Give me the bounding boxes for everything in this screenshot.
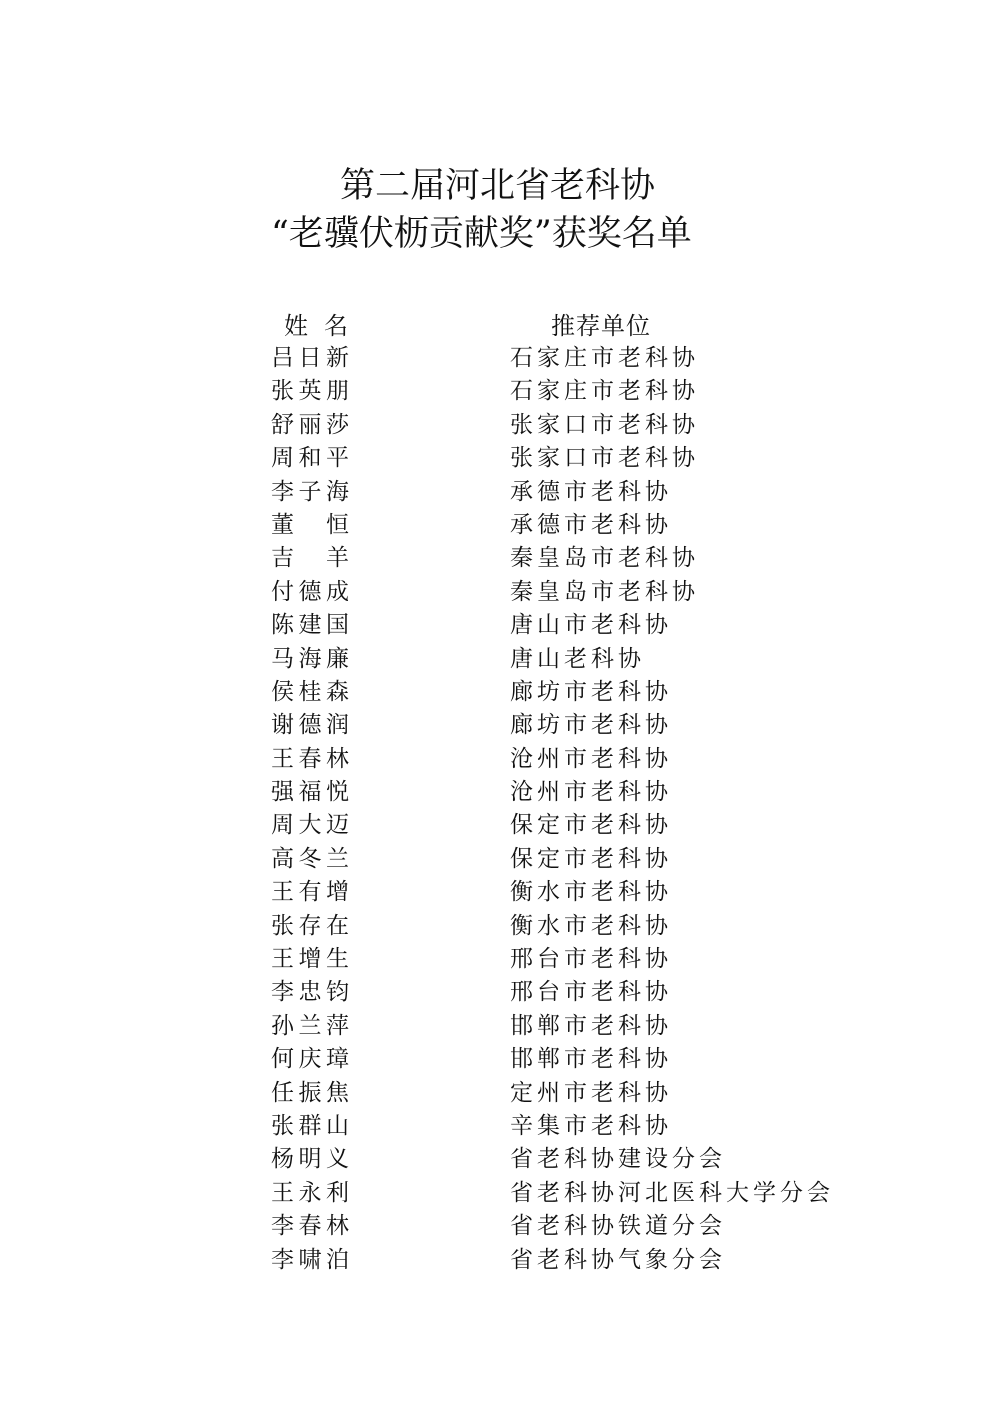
table-row <box>0 609 992 642</box>
recommending-unit: 邯郸市老科协 <box>510 1012 672 1039</box>
awardee-name: 李忠钧 <box>271 979 349 1006</box>
awardee-name: 马海廉 <box>271 645 349 672</box>
table-row <box>0 709 992 742</box>
awardee-name: 任振焦 <box>271 1079 349 1106</box>
table-row <box>0 342 992 375</box>
table-row <box>0 1077 992 1110</box>
awardee-name: 王有增 <box>271 879 349 906</box>
recommending-unit: 廊坊市老科协 <box>510 712 672 739</box>
recommending-unit: 省老科协气象分会 <box>510 1246 726 1273</box>
awardee-name: 李春林 <box>271 1213 349 1240</box>
awardee-name: 张群山 <box>271 1112 349 1139</box>
title-line-1-text: 第二届河北省老科协 <box>340 166 656 206</box>
table-row <box>0 375 992 408</box>
table-row <box>0 1177 992 1210</box>
recommending-unit: 廊坊市老科协 <box>510 678 672 705</box>
recommending-unit: 承德市老科协 <box>510 511 672 538</box>
table-row <box>0 509 992 542</box>
recommending-unit: 省老科协建设分会 <box>510 1146 726 1173</box>
recommending-unit: 唐山市老科协 <box>510 612 672 639</box>
table-row <box>0 809 992 842</box>
table-row <box>0 776 992 809</box>
awardee-name: 张英朋 <box>271 378 349 405</box>
recommending-unit: 秦皇岛市老科协 <box>510 578 699 605</box>
awardee-name: 董恒 <box>271 511 349 538</box>
table-row <box>0 476 992 509</box>
awardee-name: 王春林 <box>271 745 349 772</box>
awardee-name: 吉羊 <box>271 545 349 572</box>
table-row <box>0 1210 992 1243</box>
table-row <box>0 576 992 609</box>
awardee-name: 侯桂森 <box>271 678 349 705</box>
column-header-name: 姓名 <box>284 312 364 340</box>
recommending-unit: 沧州市老科协 <box>510 779 672 806</box>
awardee-name: 孙兰萍 <box>271 1012 349 1039</box>
recommending-unit: 石家庄市老科协 <box>510 345 699 371</box>
recommending-unit: 秦皇岛市老科协 <box>510 545 699 572</box>
awardee-name: 付德成 <box>271 578 349 605</box>
recommending-unit: 辛集市老科协 <box>510 1112 672 1139</box>
table-row <box>0 843 992 876</box>
recommending-unit: 承德市老科协 <box>510 478 672 505</box>
table-row <box>0 743 992 776</box>
recommending-unit: 保定市老科协 <box>510 812 672 839</box>
awardee-name: 何庆璋 <box>271 1046 349 1073</box>
awardee-name: 陈建国 <box>271 612 349 639</box>
recommending-unit: 沧州市老科协 <box>510 745 672 772</box>
recommending-unit: 邢台市老科协 <box>510 979 672 1006</box>
awardee-name: 李啸泊 <box>271 1246 349 1273</box>
table-row <box>0 876 992 909</box>
awardee-name: 杨明义 <box>271 1146 349 1173</box>
recommending-unit: 衡水市老科协 <box>510 879 672 906</box>
recommending-unit: 石家庄市老科协 <box>510 378 699 405</box>
recommending-unit: 保定市老科协 <box>510 845 672 872</box>
awardee-name: 周大迈 <box>271 812 349 839</box>
table-row <box>0 1043 992 1076</box>
table-row <box>0 1143 992 1176</box>
award-list <box>0 342 992 1277</box>
awardee-name: 王永利 <box>271 1179 349 1206</box>
table-row <box>0 1010 992 1043</box>
awardee-name: 吕日新 <box>271 345 349 371</box>
recommending-unit: 邢台市老科协 <box>510 946 672 973</box>
recommending-unit: 省老科协河北医科大学分会 <box>510 1179 834 1206</box>
table-row <box>0 1110 992 1143</box>
table-row <box>0 442 992 475</box>
recommending-unit: 唐山老科协 <box>510 645 645 672</box>
table-row <box>0 1244 992 1277</box>
title-line-2-text: “老骥伏枥贡献奖”获奖名单 <box>271 214 692 254</box>
awardee-name: 谢德润 <box>271 712 349 739</box>
table-row <box>0 542 992 575</box>
recommending-unit: 邯郸市老科协 <box>510 1046 672 1073</box>
column-header-unit: 推荐单位 <box>551 312 651 340</box>
table-row <box>0 943 992 976</box>
awardee-name: 强福悦 <box>271 779 349 806</box>
recommending-unit: 省老科协铁道分会 <box>510 1213 726 1240</box>
table-row <box>0 910 992 943</box>
awardee-name: 张存在 <box>271 912 349 939</box>
awardee-name: 王增生 <box>271 946 349 973</box>
recommending-unit: 张家口市老科协 <box>510 445 699 472</box>
table-row <box>0 643 992 676</box>
awardee-name: 周和平 <box>271 445 349 472</box>
table-row <box>0 976 992 1009</box>
awardee-name: 舒丽莎 <box>271 411 349 438</box>
awardee-name: 李子海 <box>271 478 349 505</box>
recommending-unit: 定州市老科协 <box>510 1079 672 1106</box>
recommending-unit: 张家口市老科协 <box>510 411 699 438</box>
awardee-name: 高冬兰 <box>271 845 349 872</box>
table-row <box>0 409 992 442</box>
table-row <box>0 676 992 709</box>
recommending-unit: 衡水市老科协 <box>510 912 672 939</box>
